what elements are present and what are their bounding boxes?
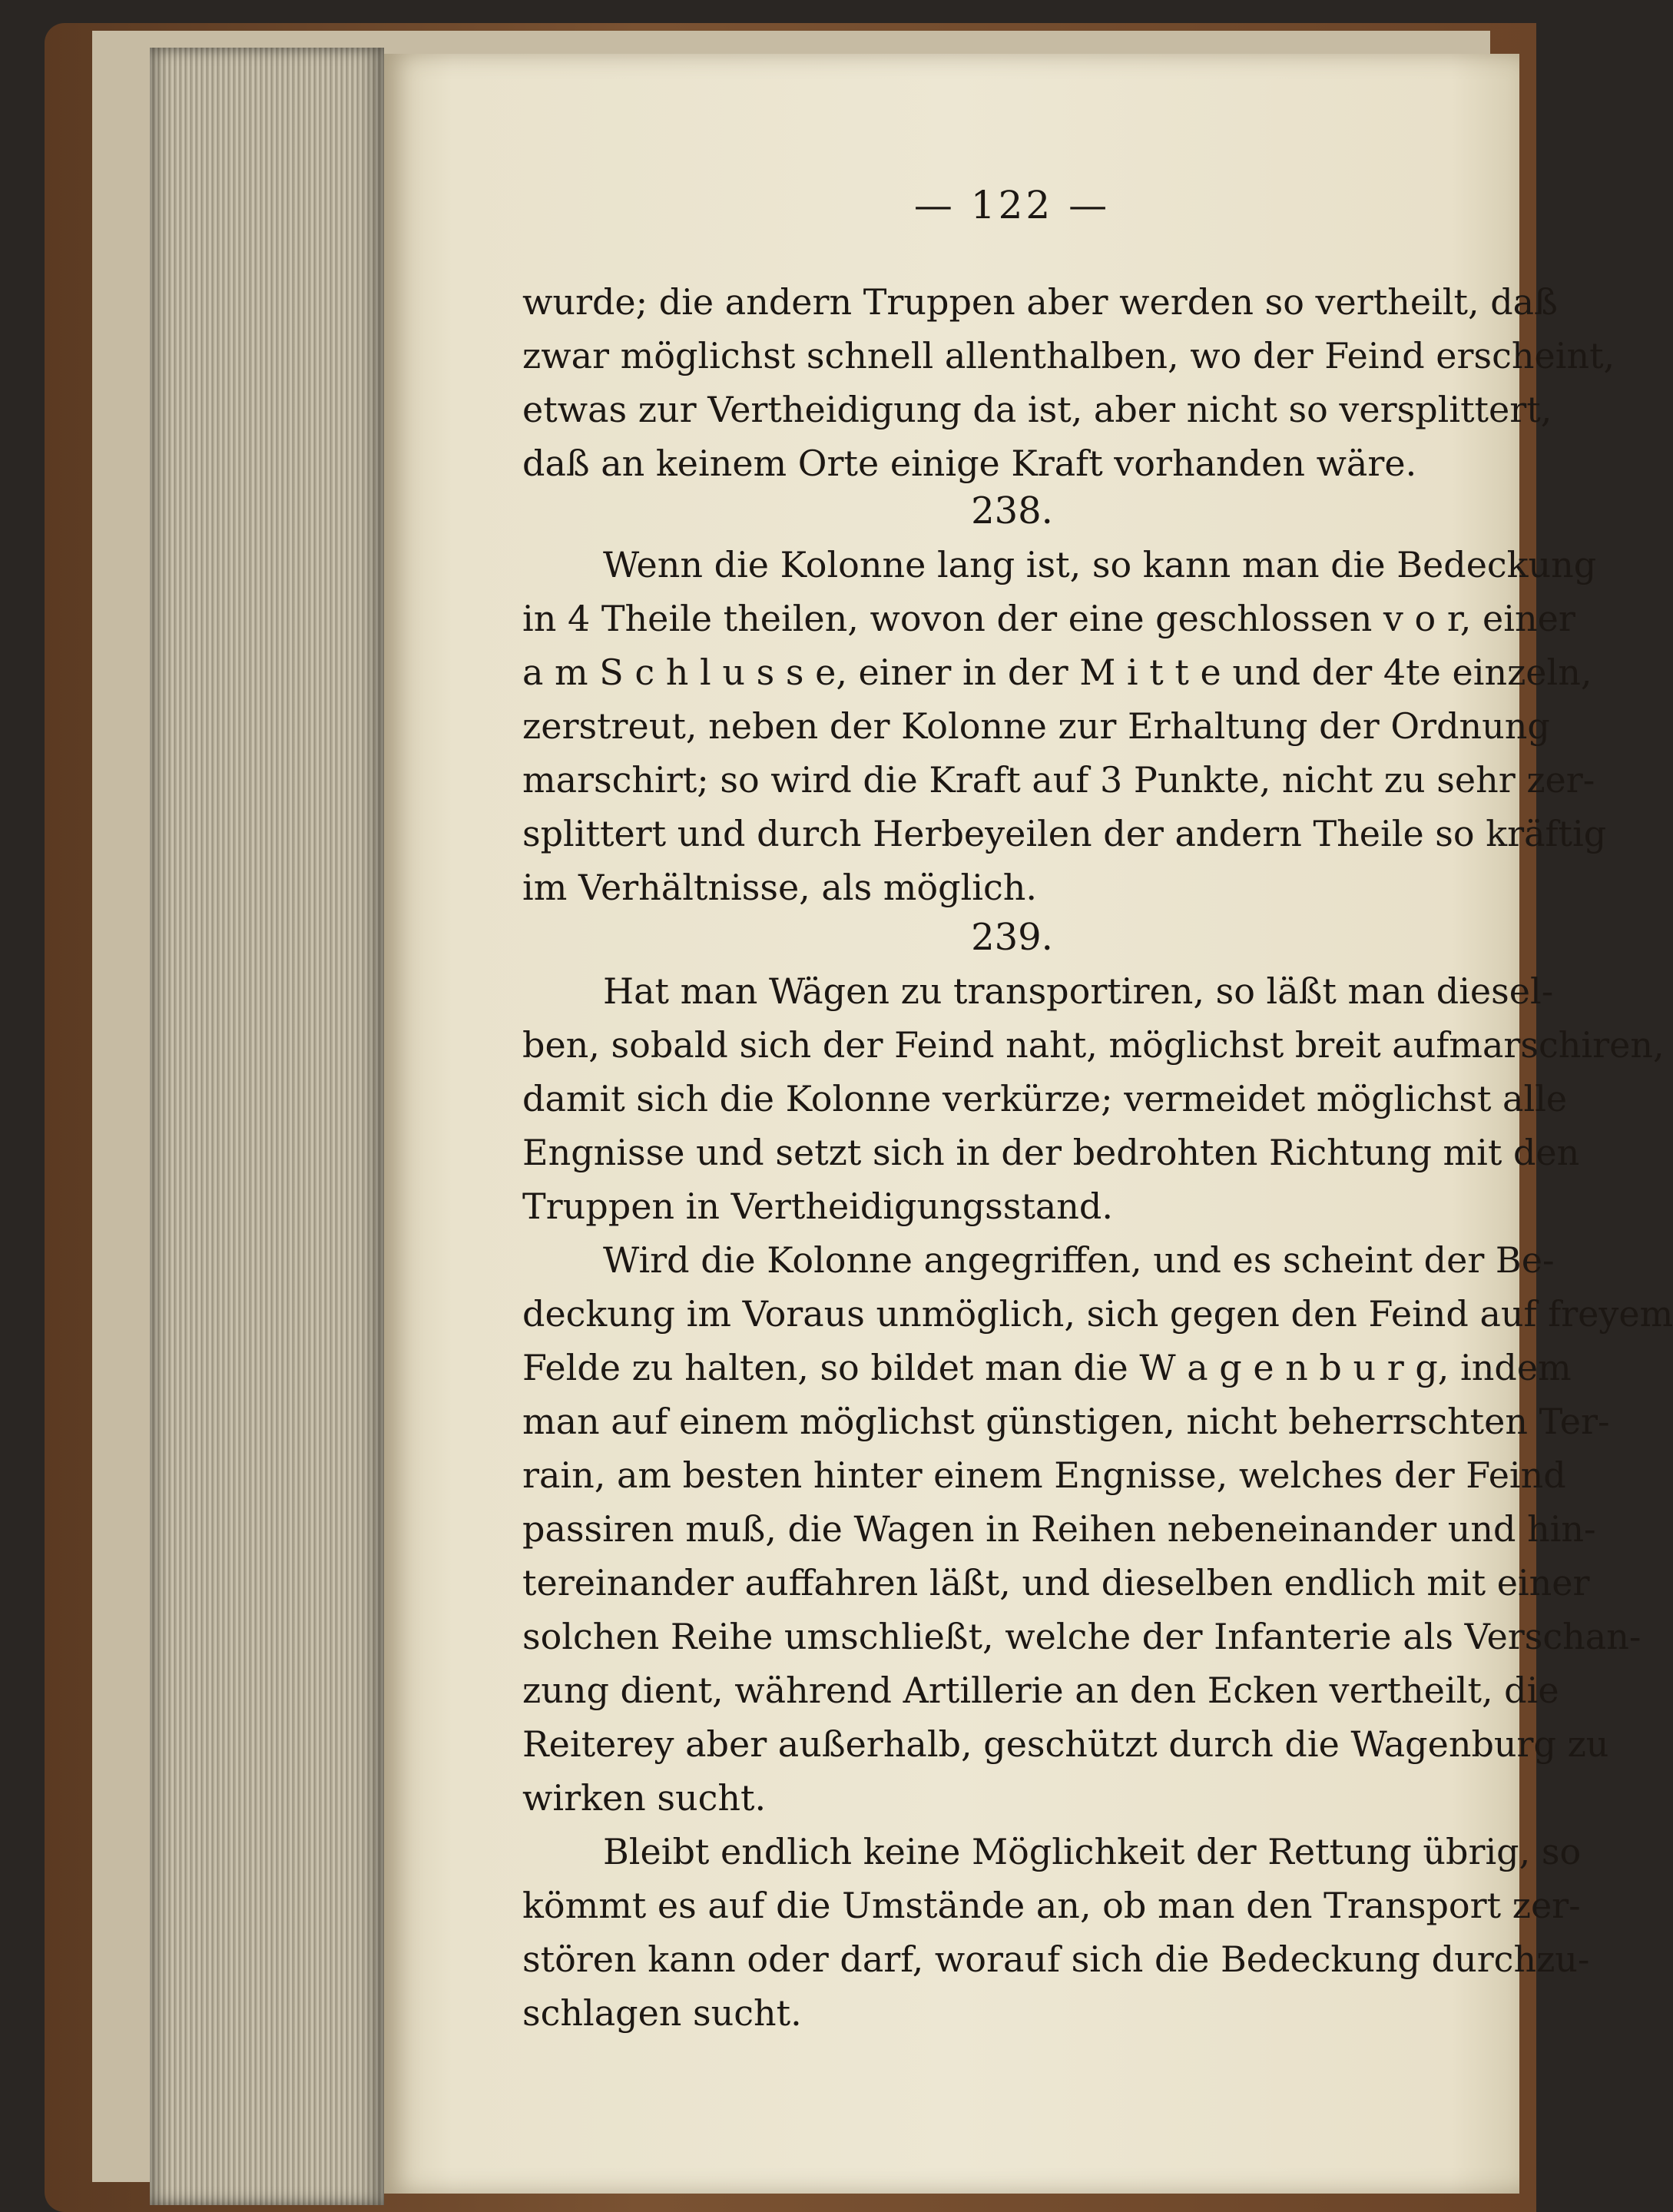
text-line: passiren muß, die Wagen in Reihen nebeneinander und hin-	[522, 1508, 1596, 1550]
text-line: daß an keinem Orte einige Kraft vorhanden wäre.	[522, 443, 1417, 484]
text-line: wurde; die andern Truppen aber werden so vertheilt, daß	[522, 281, 1558, 323]
section-number: 239.	[971, 916, 1053, 959]
text-line: Hat man Wägen zu transportiren, so läßt man diesel-	[603, 970, 1554, 1012]
text-line: Reiterey aber außerhalb, geschützt durch die Wagenburg zu	[522, 1723, 1609, 1765]
text-line: schlagen sucht.	[522, 1992, 802, 2034]
text-line: Engnisse und setzt sich in der bedrohten Richtung mit den	[522, 1132, 1580, 1173]
text-line: splittert und durch Herbeyeilen der andern Theile so kräftig	[522, 813, 1607, 854]
text-line: deckung im Voraus unmöglich, sich gegen den Feind auf freyem	[522, 1293, 1673, 1335]
text-line: man auf einem möglichst günstigen, nicht beherrschten Ter-	[522, 1401, 1610, 1442]
text-line: wirken sucht.	[522, 1777, 767, 1819]
text-line: stören kann oder darf, worauf sich die Bedeckung durchzu-	[522, 1938, 1590, 1980]
text-line: ben, sobald sich der Feind naht, möglichst breit aufmarschiren,	[522, 1024, 1665, 1066]
text-line: a m S c h l u s s e, einer in der M i t t e und der 4te einzeln,	[522, 652, 1592, 693]
text-line: marschirt; so wird die Kraft auf 3 Punkte, nicht zu sehr zer-	[522, 759, 1595, 801]
text-line: im Verhältnisse, als möglich.	[522, 867, 1037, 908]
text-line: Bleibt endlich keine Möglichkeit der Rettung übrig, so	[603, 1831, 1582, 1872]
text-line: zung dient, während Artillerie an den Ecken vertheilt, die	[522, 1670, 1559, 1711]
text-line: zerstreut, neben der Kolonne zur Erhaltung der Ordnung	[522, 705, 1550, 747]
text-line: Felde zu halten, so bildet man die W a g e n b u r g, indem	[522, 1347, 1572, 1388]
text-line: Wird die Kolonne angegriffen, und es scheint der Be-	[603, 1239, 1555, 1281]
page-edges	[150, 48, 384, 2205]
text-line: rain, am besten hinter einem Engnisse, welches der Feind	[522, 1454, 1566, 1496]
text-line: in 4 Theile theilen, wovon der eine geschlossen v o r, einer	[522, 598, 1575, 639]
text-line: kömmt es auf die Umstände an, ob man den Transport zer-	[522, 1885, 1581, 1926]
text-line: zwar möglichst schnell allenthalben, wo der Feind erscheint,	[522, 335, 1615, 376]
text-line: damit sich die Kolonne verkürze; vermeidet möglichst alle	[522, 1078, 1568, 1119]
section-number: 238.	[971, 489, 1053, 532]
text-line: tereinander auffahren läßt, und dieselben endlich mit einer	[522, 1562, 1590, 1603]
text-line: Wenn die Kolonne lang ist, so kann man die Bedeckung	[603, 544, 1597, 585]
text-line: solchen Reihe umschließt, welche der Infanterie als Verschan-	[522, 1616, 1642, 1657]
page-number: — 122 —	[913, 183, 1111, 227]
text-line: etwas zur Vertheidigung da ist, aber nicht so versplittert,	[522, 389, 1552, 430]
text-line: Truppen in Vertheidigungsstand.	[522, 1186, 1113, 1227]
